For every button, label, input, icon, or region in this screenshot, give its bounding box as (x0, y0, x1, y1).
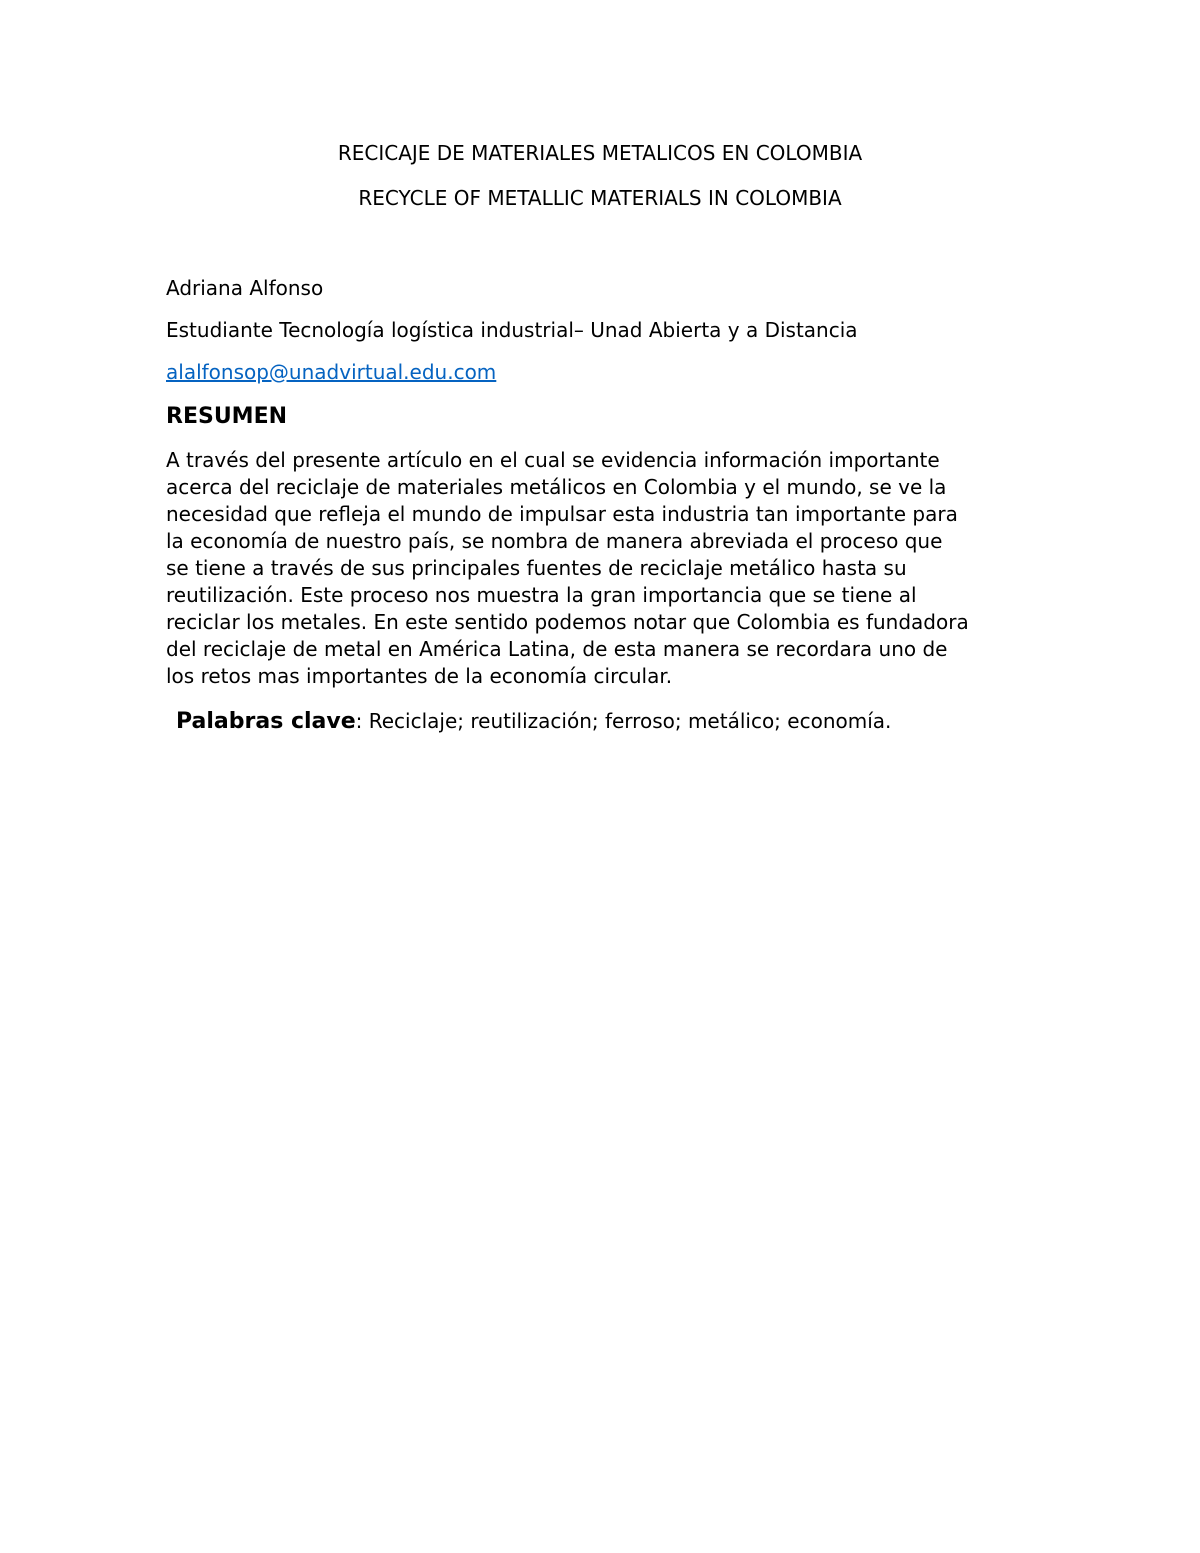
abstract-line: A través del presente artículo en el cual se evidencia información importante (166, 448, 940, 472)
title-spanish: RECICAJE DE MATERIALES METALICOS EN COLOMBIA (337, 141, 863, 165)
abstract-line: necesidad que refleja el mundo de impulsar esta industria tan importante para (166, 502, 958, 526)
abstract-line: reutilización. Este proceso nos muestra la gran importancia que se tiene al (166, 583, 917, 607)
abstract-line: del reciclaje de metal en América Latina, de esta manera se recordara uno de (166, 637, 948, 661)
author-email-link[interactable]: alalfonsop@unadvirtual.edu.com (166, 360, 497, 384)
title-english: RECYCLE OF METALLIC MATERIALS IN COLOMBIA (358, 186, 842, 210)
abstract-line: los retos mas importantes de la economía circular. (166, 664, 673, 688)
abstract-line: acerca del reciclaje de materiales metálicos en Colombia y el mundo, se ve la (166, 475, 947, 499)
keywords-label: Palabras clave (176, 709, 356, 734)
abstract-line: se tiene a través de sus principales fuentes de reciclaje metálico hasta su (166, 556, 907, 580)
author-name: Adriana Alfonso (166, 276, 324, 300)
abstract-paragraph (166, 447, 1046, 690)
keywords (176, 706, 891, 737)
keywords-list: : Reciclaje; reutilización; ferroso; metálico; economía. (355, 709, 892, 733)
author-affiliation: Estudiante Tecnología logística industrial– Unad Abierta y a Distancia (166, 318, 858, 342)
abstract-line: reciclar los metales. En este sentido podemos notar que Colombia es fundadora (166, 610, 969, 634)
abstract-line: la economía de nuestro país, se nombra de manera abreviada el proceso que (166, 529, 943, 553)
abstract-heading: RESUMEN (166, 404, 288, 429)
